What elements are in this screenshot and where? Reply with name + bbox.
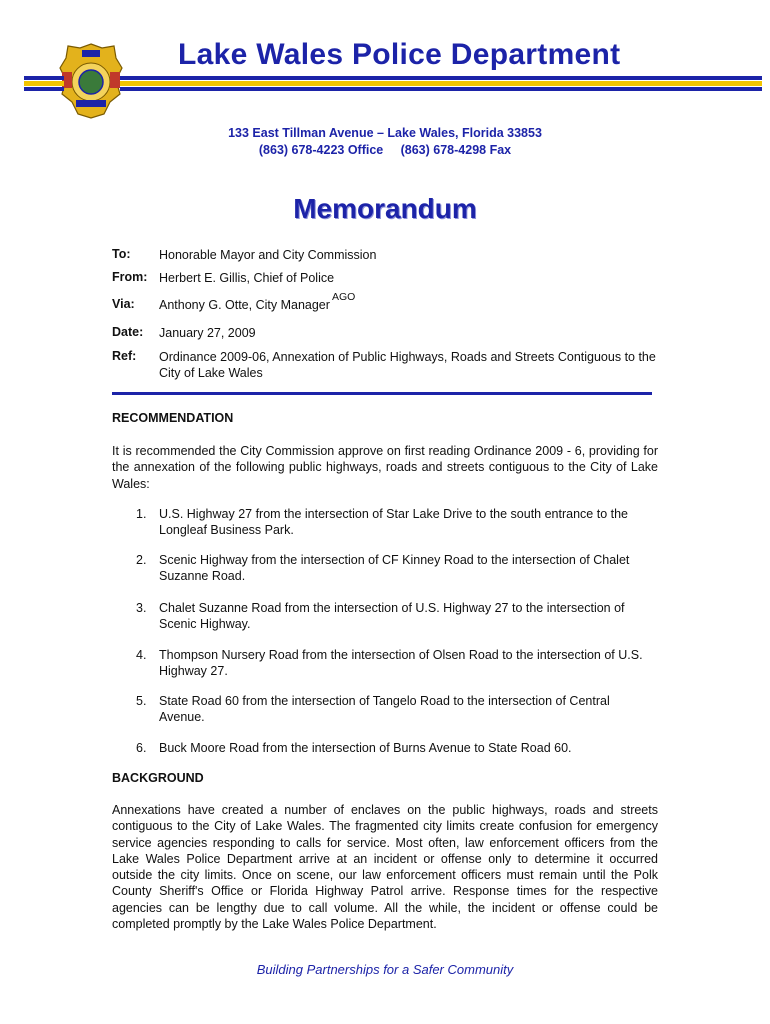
list-item-number: 1. <box>136 507 147 521</box>
recommendation-heading: RECOMMENDATION <box>112 411 234 425</box>
header-stripe-blue-top <box>120 76 762 80</box>
via-label: Via: <box>112 297 135 311</box>
list-item-number: 5. <box>136 694 147 708</box>
list-item-text: Scenic Highway from the intersection of CF Kinney Road to the intersection of Chalet Suzanne Road. <box>159 553 630 583</box>
from-value: Herbert E. Gillis, Chief of Police <box>159 271 335 285</box>
header-stripe-blue-bottom <box>120 87 762 91</box>
memo-title: Memorandum <box>293 193 477 224</box>
list-item-text: Thompson Nursery Road from the intersection of Olsen Road to the intersection of U.S. Highway 27. <box>159 648 643 678</box>
from-label: From: <box>112 270 148 284</box>
department-title: Lake Wales Police Department <box>178 38 621 71</box>
header-divider <box>112 392 652 395</box>
list-item-number: 3. <box>136 601 147 615</box>
date-label: Date: <box>112 325 144 339</box>
via-value: Anthony G. Otte, City Manager <box>159 298 330 312</box>
date-value: January 27, 2009 <box>159 326 256 340</box>
list-item-text: U.S. Highway 27 from the intersection of Star Lake Drive to the south entrance to the Longleaf Business Park. <box>159 507 628 537</box>
header-stripe-blue-left-bottom <box>24 87 64 91</box>
footer-tagline: Building Partnerships for a Safer Community <box>256 962 514 977</box>
phone-line: (863) 678-4223 Office (863) 678-4298 Fax <box>258 143 512 157</box>
background-heading: BACKGROUND <box>112 771 204 785</box>
list-item-text: State Road 60 from the intersection of Tangelo Road to the intersection of Central Avenue. <box>159 694 610 724</box>
police-badge-icon <box>58 42 124 120</box>
list-item-number: 4. <box>136 648 147 662</box>
header-stripe-gold <box>120 81 762 86</box>
header-stripe-blue-left <box>24 76 64 80</box>
manager-initials: AGO <box>332 291 356 303</box>
background-paragraph: Annexations have created a number of enclaves on the public highways, roads and streets contiguous to the City of Lake Wales. The fragmented city limits create confusion for emergency service agencies responding to calls for service. Most often, law enforcement officers from the Lake Wales Police Department arrive at an incident or offense only to determine it occurred outside the city limits. Once on scene, our law enforcement officers must remain until the Polk County Sheriff's Office or Florida Highway Patrol arrive. Response times for the respective agencies can be lengthy due to call volume. All the while, the incident or offense could be completed promptly by the Lake Wales Police Department. <box>112 803 658 932</box>
list-item-number: 6. <box>136 741 147 755</box>
list-item-text: Chalet Suzanne Road from the intersection of U.S. Highway 27 to the intersection of Scenic Highway. <box>159 601 625 631</box>
to-label: To: <box>112 247 131 261</box>
list-item-number: 2. <box>136 553 147 567</box>
list-item-text: Buck Moore Road from the intersection of Burns Avenue to State Road 60. <box>159 741 572 755</box>
recommendation-paragraph: It is recommended the City Commission approve on first reading Ordinance 2009 - 6, providing for the annexation of the following public highways, roads and streets contiguous to the City of Lake Wales: <box>112 444 658 491</box>
header-stripe-gold-left <box>24 81 64 86</box>
ref-value: Ordinance 2009-06, Annexation of Public Highways, Roads and Streets Contiguous to the City of Lake Wales <box>159 350 656 380</box>
address-line: 133 East Tillman Avenue – Lake Wales, Florida 33853 <box>228 126 542 140</box>
to-value: Honorable Mayor and City Commission <box>159 248 377 262</box>
ref-label: Ref: <box>112 349 137 363</box>
